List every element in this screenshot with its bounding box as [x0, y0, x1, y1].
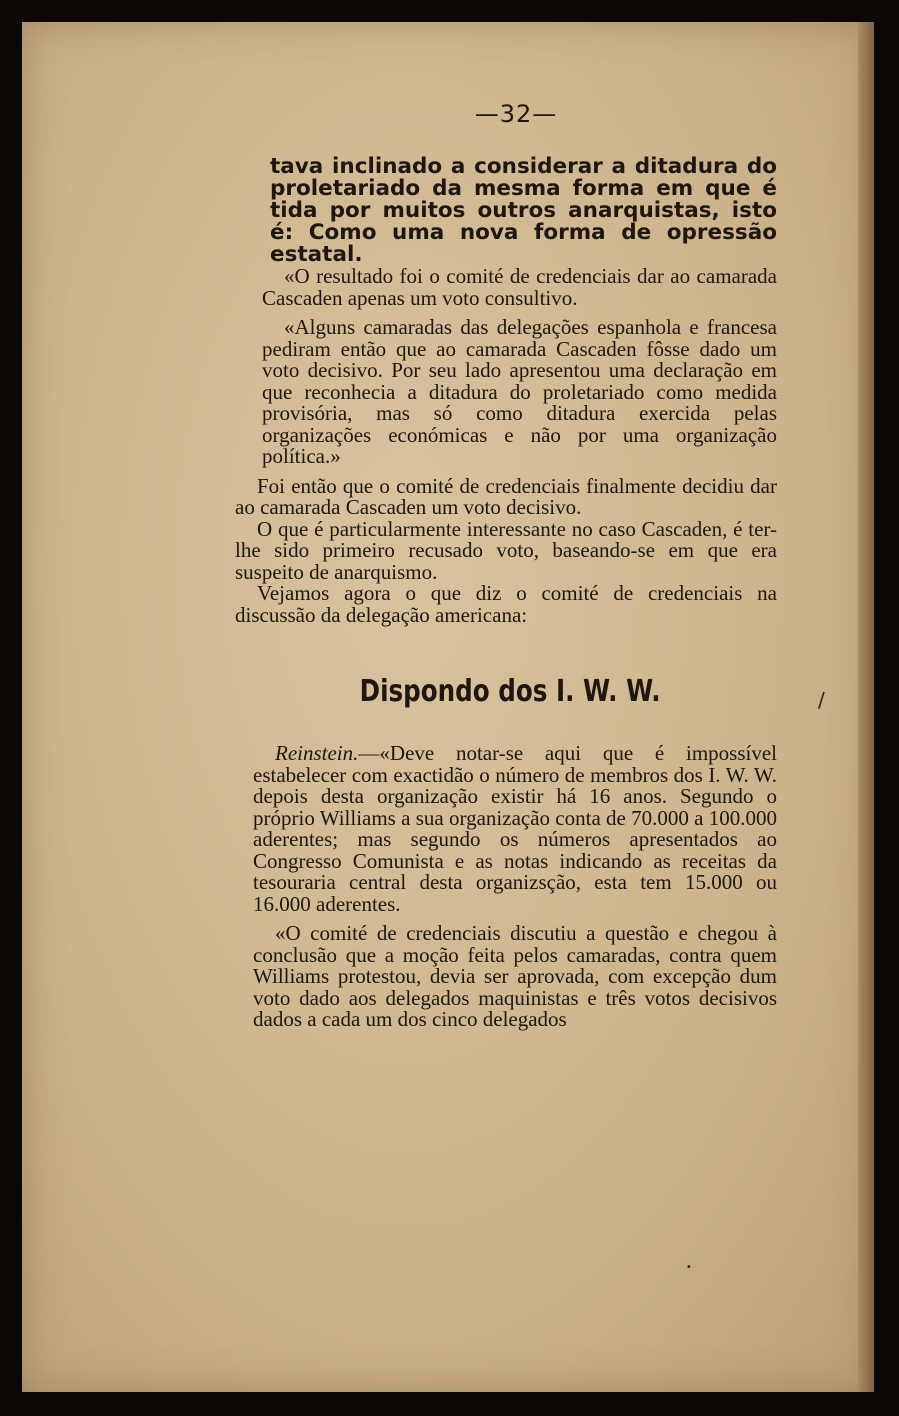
paragraph-1: Foi então que o comité de credenciais finalmente decidiu dar ao camarada Cascaden um voto decisivo.	[235, 473, 777, 519]
speaker-name: Reinstein.	[275, 741, 359, 765]
paragraph-2: O que é particularmente interessante no caso Cascaden, é ter-lhe sido primeiro recusado voto, baseando-se em que era suspeito de anarquismo.	[235, 516, 777, 584]
quote-paragraph-2: «Alguns camaradas das delegações espanhola e francesa pediram então que ao camarada Cascaden fôsse dado um voto decisivo. Por seu lado apresentou uma declaração em que reconhecia a ditadura do proletariado como medida provisória, mas só como ditadura exercida pelas organizações económicas e não por uma organização política.»	[262, 315, 777, 468]
page-number: —32—	[474, 100, 558, 128]
speaker-text: —«Deve notar-se aqui que é impossível estabelecer com exactidão o número de membros dos I. W. W. depois desta organização existir há 16 anos. Segundo o próprio Williams a sua organização conta de 70.000 a 100.000 aderentes; mas segundo os números apresentados ao Congresso Comunista e as notas indicando as receitas da tesouraria central desta organizsção, esta tem 15.000 ou 16.000 aderentes.	[253, 741, 777, 916]
last-paragraph: «O comité de credenciais discutiu a questão e chegou à conclusão que a moção feita pelos camaradas, contra quem Williams protestou, devia ser aprovada, com excepção dum voto dado aos delegados maquinistas e três votos decisivos dados a cada um dos cinco delegados	[253, 921, 777, 1031]
quote-block	[262, 266, 777, 468]
margin-pencil-mark: /	[818, 688, 825, 712]
page-text	[235, 100, 777, 1031]
section-heading: Dispondo dos I. W. W.	[359, 674, 661, 709]
reinstein-block	[253, 743, 777, 1031]
bold-paragraph: tava inclinado a considerar a ditadura do proletariado da mesma forma em que é tida por muitos outros anarquistas, isto é: Como uma nova forma de opressão estatal.	[270, 154, 777, 267]
margin-dot-mark: •	[686, 1262, 692, 1273]
quote-paragraph-1: «O resultado foi o comité de credenciais dar ao camarada Cascaden apenas um voto consultivo.	[262, 264, 777, 310]
page-edge	[858, 22, 874, 1392]
paragraph-3: Vejamos agora o que diz o comité de credenciais na discussão da delegação americana:	[235, 581, 777, 627]
reinstein-paragraph	[253, 743, 777, 915]
